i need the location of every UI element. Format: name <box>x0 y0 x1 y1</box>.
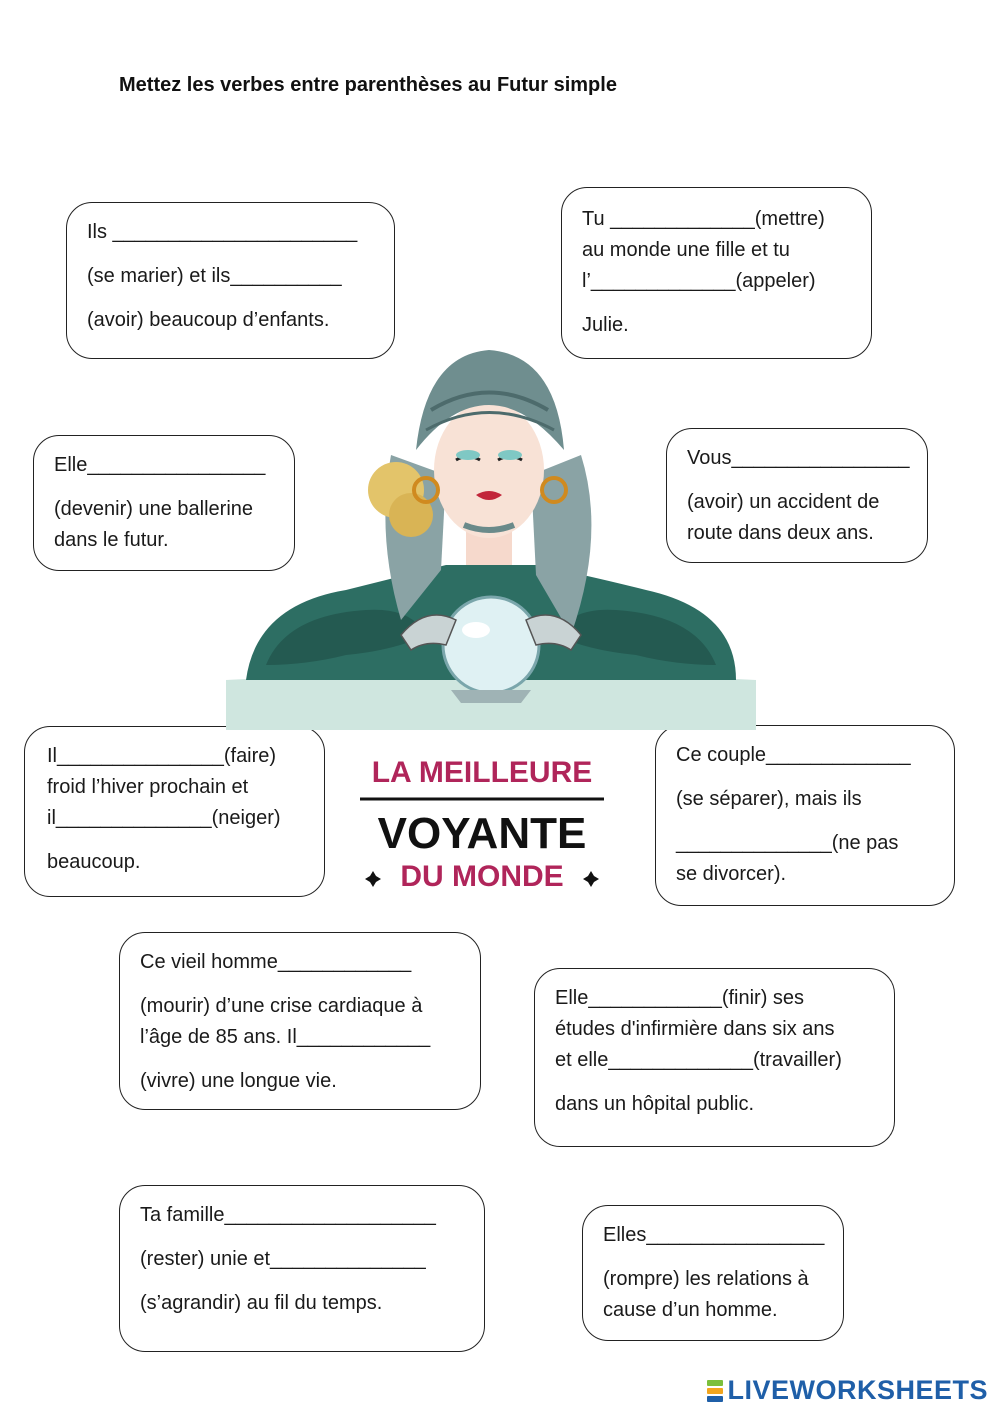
liveworksheets-icon <box>707 1379 723 1403</box>
exercise-line: route dans deux ans. <box>687 522 874 544</box>
exercise-box-5 <box>24 726 325 897</box>
logo-line-3: DU MONDE <box>400 860 564 893</box>
logo-line-1: LA MEILLEURE <box>371 756 593 789</box>
exercise-line: l’_____________(appeler) <box>582 270 816 292</box>
fortune-teller-illustration <box>226 335 756 735</box>
voyante-logo <box>352 752 612 902</box>
logo-line-2: VOYANTE <box>377 809 587 858</box>
exercise-line: Elle________________ <box>54 454 266 476</box>
exercise-box-2 <box>561 187 872 359</box>
star-icon <box>583 871 599 887</box>
exercise-line: dans un hôpital public. <box>555 1093 755 1115</box>
exercise-line: cause d’un homme. <box>603 1299 778 1321</box>
exercise-line: (avoir) un accident de <box>687 491 880 513</box>
exercise-line: (rompre) les relations à <box>603 1268 809 1290</box>
exercise-line: et elle_____________(travailler) <box>555 1049 842 1071</box>
star-icon <box>365 871 381 887</box>
exercise-line: il______________(neiger) <box>47 807 281 829</box>
exercise-line: (devenir) une ballerine <box>54 498 254 520</box>
exercise-line: l’âge de 85 ans. Il____________ <box>140 1026 431 1048</box>
exercise-line: Ce couple_____________ <box>676 744 911 766</box>
exercise-line: Ce vieil homme____________ <box>140 951 412 973</box>
exercise-line: se divorcer). <box>676 863 787 885</box>
exercise-line: au monde une fille et tu <box>582 239 790 261</box>
exercise-line: (se séparer), mais ils <box>676 788 862 810</box>
exercise-line: froid l’hiver prochain et <box>47 776 249 798</box>
liveworksheets-logo <box>707 1375 988 1406</box>
exercise-box-7 <box>119 932 481 1110</box>
exercise-line: Elles________________ <box>603 1224 825 1246</box>
exercise-line: Ils ______________________ <box>87 221 358 243</box>
exercise-line: (s’agrandir) au fil du temps. <box>140 1292 383 1314</box>
exercise-line: Tu _____________(mettre) <box>582 208 825 230</box>
exercise-line: beaucoup. <box>47 851 141 873</box>
exercise-line: ______________(ne pas <box>676 832 899 854</box>
exercise-line: (vivre) une longue vie. <box>140 1070 337 1092</box>
exercise-line: Vous________________ <box>687 447 910 469</box>
exercise-box-9 <box>119 1185 485 1352</box>
exercise-line: Julie. <box>582 314 629 336</box>
exercise-line: études d'infirmière dans six ans <box>555 1018 835 1040</box>
exercise-line: (mourir) d’une crise cardiaque à <box>140 995 423 1017</box>
exercise-line: (rester) unie et______________ <box>140 1248 426 1270</box>
exercise-line: Il_______________(faire) <box>47 745 277 767</box>
exercise-box-6 <box>655 725 955 906</box>
exercise-line: (avoir) beaucoup d’enfants. <box>87 309 330 331</box>
exercise-box-8 <box>534 968 895 1147</box>
page-title: Mettez les verbes entre parenthèses au Futur simple <box>119 74 617 96</box>
exercise-line: Ta famille___________________ <box>140 1204 436 1226</box>
brand-text: LIVEWORKSHEETS <box>727 1375 988 1405</box>
exercise-line: (se marier) et ils__________ <box>87 265 342 287</box>
exercise-line: Elle____________(finir) ses <box>555 987 805 1009</box>
exercise-line: dans le futur. <box>54 529 169 551</box>
exercise-box-10 <box>582 1205 844 1341</box>
